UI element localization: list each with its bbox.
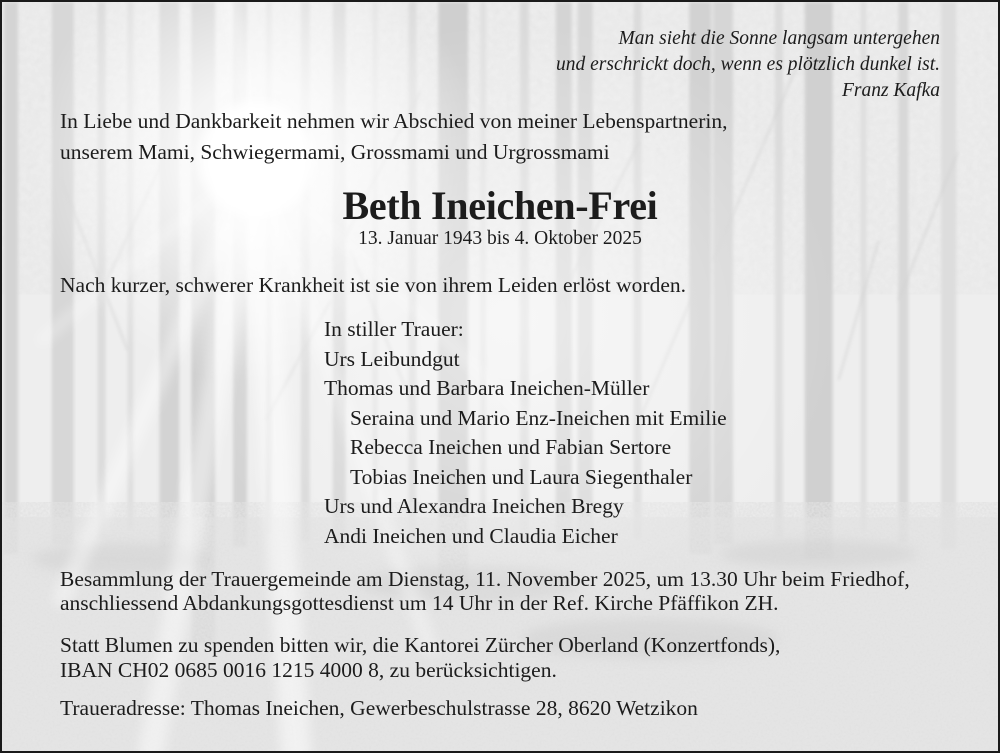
quote-attribution: Franz Kafka <box>841 80 940 101</box>
mourner-entry: Seraina und Mario Enz-Ineichen mit Emilie <box>350 405 727 430</box>
donation-request <box>60 633 780 683</box>
mourner-entry: Andi Ineichen und Claudia Eicher <box>324 523 618 548</box>
mourner-entry: Rebecca Ineichen und Fabian Sertore <box>350 435 672 459</box>
donation-line-2: IBAN CH02 0685 0016 1215 4000 8, zu berücksichtigen. <box>60 658 557 682</box>
mourner-entry: Thomas und Barbara Ineichen-Müller <box>324 376 650 400</box>
mourner-entry: Tobias Ineichen und Laura Siegenthaler <box>350 464 693 489</box>
life-dates: 13. Januar 1943 bis 4. Oktober 2025 <box>358 228 642 249</box>
intro-text <box>60 106 727 167</box>
intro-line-2: unserem Mami, Schwiegermami, Grossmami und Urgrossmami <box>60 139 610 164</box>
quote-line-1: Man sieht die Sonne langsam untergehen <box>618 28 940 49</box>
deceased-name: Beth Ineichen-Frei <box>342 183 658 228</box>
memorial-quote <box>556 26 940 104</box>
death-announcement: Nach kurzer, schwerer Krankheit ist sie von ihrem Leiden erlöst worden. <box>60 273 686 297</box>
intro-line-1: In Liebe und Dankbarkeit nehmen wir Abschied von meiner Lebenspartnerin, <box>60 109 728 133</box>
mourners-heading: In stiller Trauer: <box>324 317 464 341</box>
funeral-line-1: Besammlung der Trauergemeinde am Dienstag, 11. November 2025, um 13.30 Uhr beim Friedhof, <box>60 567 910 591</box>
funeral-details <box>60 567 910 615</box>
mourner-entry: Urs und Alexandra Ineichen Bregy <box>324 494 624 518</box>
mourners-list <box>324 315 727 551</box>
funeral-line-2: anschliessend Abdankungsgottesdienst um 14 Uhr in der Ref. Kirche Pfäffikon ZH. <box>60 591 779 615</box>
mourning-address: Traueradresse: Thomas Ineichen, Gewerbeschulstrasse 28, 8620 Wetzikon <box>60 696 698 720</box>
donation-line-1: Statt Blumen zu spenden bitten wir, die Kantorei Zürcher Oberland (Konzertfonds), <box>60 633 781 657</box>
quote-line-2: und erschrickt doch, wenn es plötzlich dunkel ist. <box>556 54 940 75</box>
mourner-entry: Urs Leibundgut <box>324 346 460 371</box>
